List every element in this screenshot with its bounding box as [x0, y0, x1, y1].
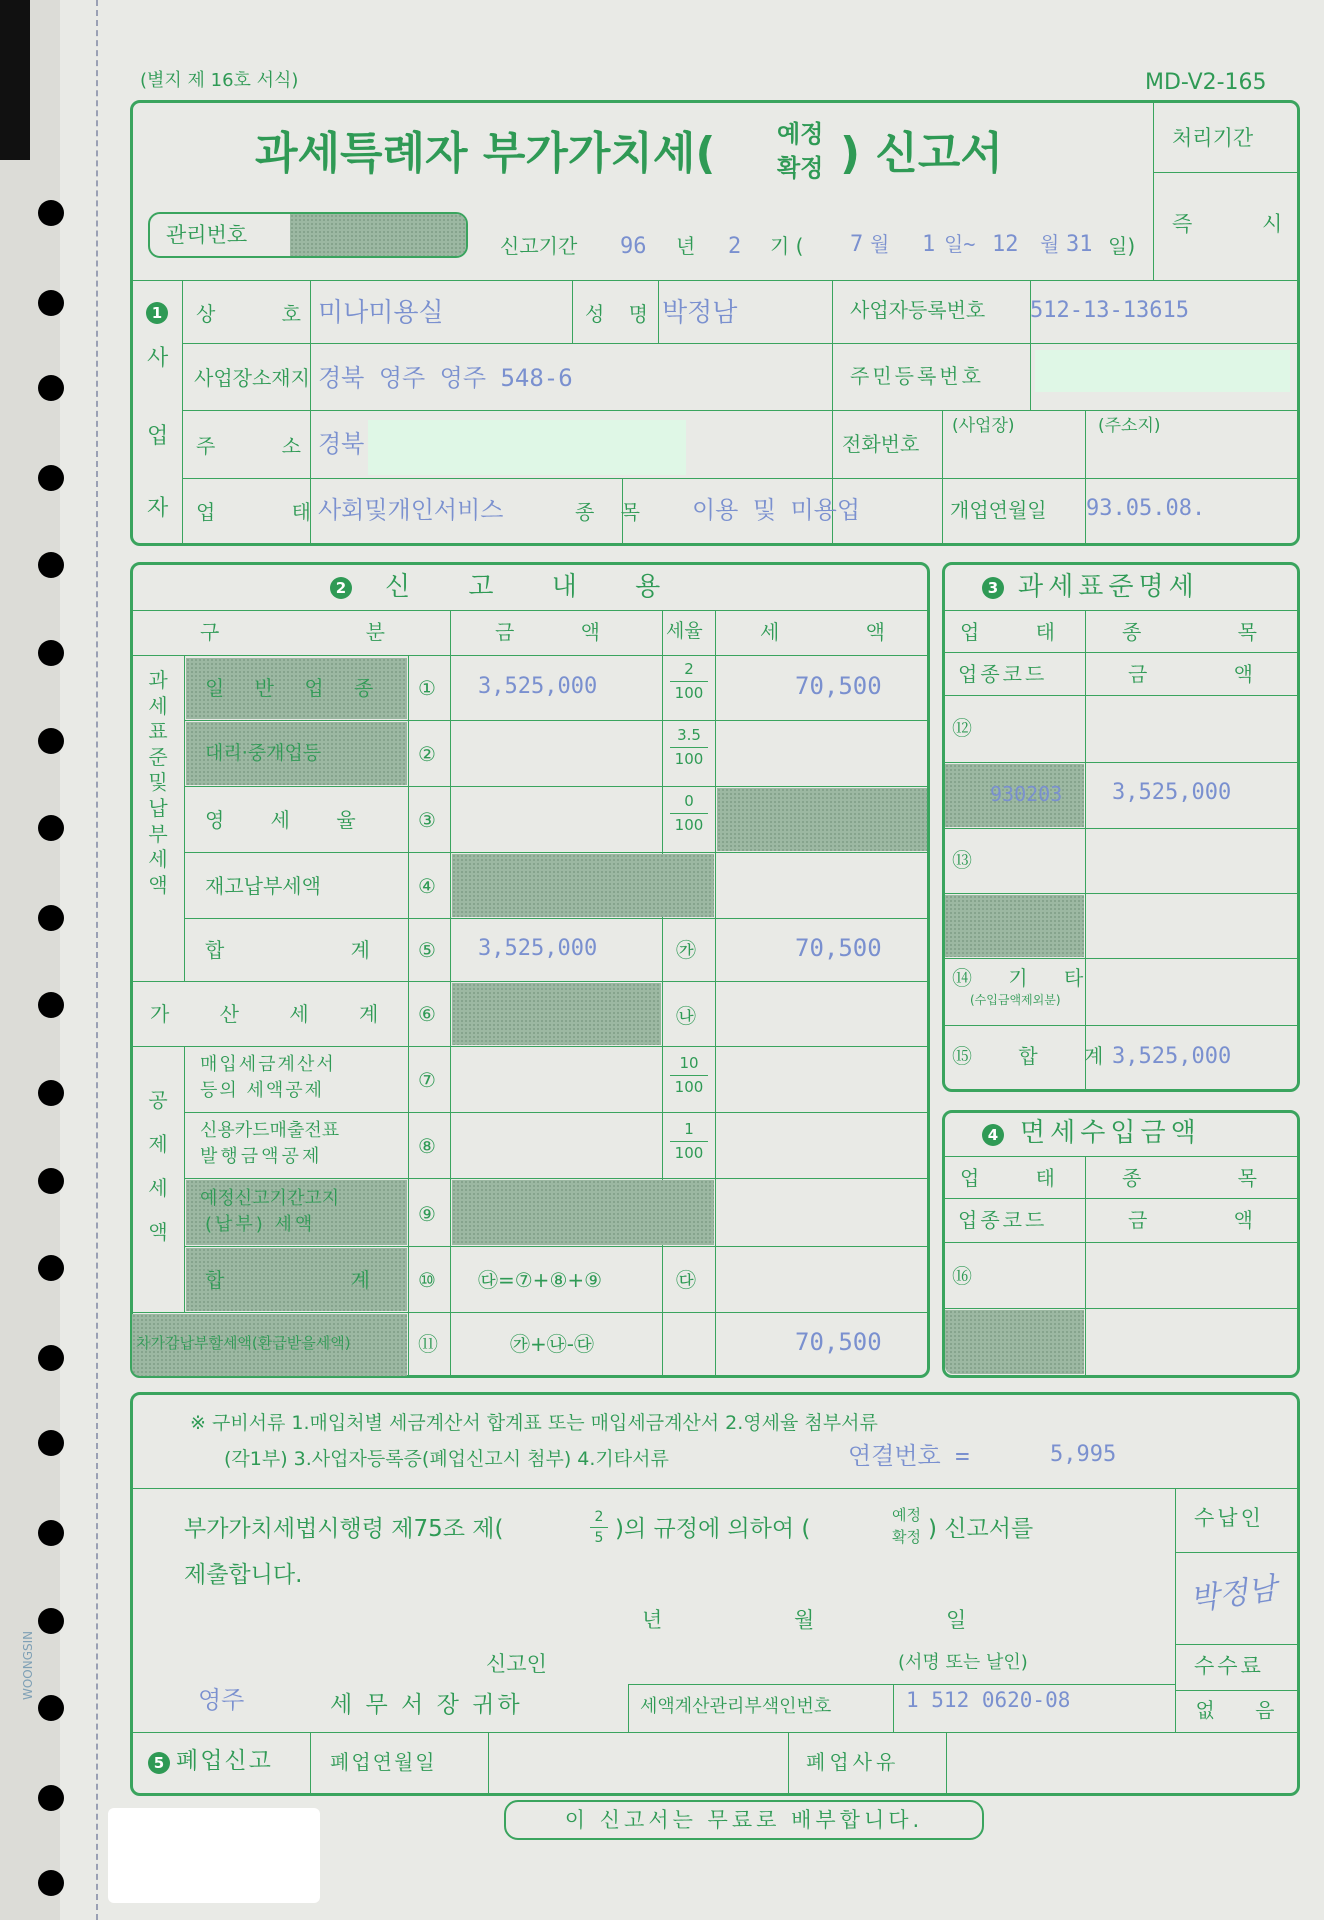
deduction-total-formula: ㉰=⑦+⑧+⑨ — [478, 1268, 603, 1292]
exempt-col-code: 업종코드 — [958, 1208, 1048, 1232]
row-1-label: 일 반 업 종 — [205, 676, 374, 700]
section-2-number: 2 — [330, 577, 352, 599]
deduction-total-rate-mark: ㉰ — [676, 1268, 696, 1292]
title-part-b: ) 신고서 — [840, 128, 1003, 179]
punch-hole — [38, 815, 64, 841]
processing-period-label: 처리기간 — [1172, 126, 1254, 150]
declaration-text-b: )의 규정에 의하여 ( — [615, 1516, 811, 1542]
tax-base-row-13: ⑬ — [952, 848, 972, 872]
punch-hole — [38, 728, 64, 754]
punch-hole — [38, 905, 64, 931]
address-value[interactable]: 경북 — [318, 430, 365, 458]
row-3-label: 영 세 율 — [205, 808, 356, 832]
row-2-no: ② — [418, 742, 436, 766]
title-part-a: 과세특례자 부가가치세( — [255, 128, 716, 179]
group-2-label: 공제세액 — [148, 1088, 168, 1244]
sign-note: (서명 또는 날인) — [898, 1652, 1028, 1673]
form-code: MD-V2-165 — [1145, 70, 1267, 95]
address-label: 주 소 — [196, 434, 301, 458]
name-value[interactable]: 박정남 — [662, 298, 738, 328]
fee-value: 없 음 — [1195, 1698, 1275, 1722]
deduction-total-label: 합 계 — [205, 1268, 370, 1292]
final-formula: ㉮+㉯-㉰ — [510, 1332, 594, 1356]
tax-office-title: 세 무 서 장 귀하 — [330, 1692, 523, 1718]
declaration-fraction: 2 5 — [588, 1510, 610, 1545]
docs-link-value[interactable]: 5,995 — [1050, 1442, 1117, 1467]
phone-biz-label: (사업장) — [952, 416, 1015, 436]
deduction-1-label-1: 매입세금계산서 — [200, 1054, 336, 1075]
col-amount: 금 액 — [495, 620, 600, 644]
report-title: 신 고 내 용 — [385, 572, 661, 602]
phone-label: 전화번호 — [842, 432, 920, 456]
mgmt-no-label: 관리번호 — [166, 223, 248, 247]
deduction-2-no: ⑧ — [418, 1134, 436, 1158]
row-5-no: ⑤ — [418, 938, 436, 962]
form-annex: (별지 제 16호 서식) — [140, 70, 299, 91]
penalty-no: ⑥ — [418, 1002, 436, 1026]
punch-hole — [38, 1430, 64, 1456]
row-1-rate: 2 100 — [664, 662, 714, 701]
name-label: 성 명 — [585, 302, 648, 326]
item-value[interactable]: 이용 및 미용업 — [692, 496, 861, 524]
row-1-amount[interactable]: 3,525,000 — [478, 674, 598, 699]
docs-link-label: 연결번호 = — [848, 1442, 970, 1470]
tax-base-row-14: ⑭ 기 타 — [952, 966, 1084, 990]
trade-name-value[interactable]: 미나미용실 — [318, 298, 444, 328]
deduction-2-label-2: 발행금액공제 — [200, 1146, 323, 1167]
resident-no-redacted — [1035, 350, 1290, 392]
punch-hole — [38, 465, 64, 491]
closure-date-label: 폐업연월일 — [330, 1750, 437, 1774]
tax-base-amount[interactable]: 3,525,000 — [1112, 780, 1232, 805]
tax-base-col-type: 업 태 — [960, 620, 1055, 644]
declaration-text-2: 제출합니다. — [184, 1562, 303, 1588]
declaration-hwakjeong: 확정 — [892, 1528, 921, 1546]
reg-no-value[interactable]: 512-13-13615 — [1030, 298, 1189, 323]
date-month: 월 — [794, 1608, 815, 1632]
period-month-unit-2: 월 — [1040, 232, 1060, 256]
exempt-col-amount: 금 액 — [1128, 1208, 1253, 1232]
closure-reason-label: 폐업사유 — [806, 1750, 900, 1774]
row-4-label: 재고납부세액 — [205, 874, 321, 898]
col-category: 구 분 — [200, 620, 385, 644]
open-date-value[interactable]: 93.05.08. — [1086, 496, 1206, 521]
closure-label: 폐업신고 — [176, 1748, 273, 1774]
processing-period-value2: 시 — [1262, 212, 1283, 236]
tax-office-name[interactable]: 영주 — [198, 1686, 245, 1714]
final-tax[interactable]: 70,500 — [795, 1328, 882, 1356]
penalty-label: 가 산 세 계 — [150, 1002, 379, 1026]
tax-base-row-15: ⑮ 합 계 — [952, 1044, 1104, 1068]
period-start-month: 7 — [850, 232, 864, 257]
address-redacted — [368, 420, 686, 475]
punch-hole — [38, 1520, 64, 1546]
trade-name-label: 상 호 — [196, 302, 301, 326]
punch-hole — [38, 1345, 64, 1371]
punch-hole — [38, 200, 64, 226]
agent-index-value[interactable]: 1 512 0620-08 — [906, 1688, 1071, 1712]
period-term: 2 — [728, 234, 742, 259]
docs-line-2: (각1부) 3.사업자등록증(폐업신고시 첨부) 4.기타서류 — [224, 1448, 669, 1470]
deduction-1-rate: 10 100 — [664, 1056, 714, 1095]
exempt-col-item: 종 목 — [1122, 1166, 1257, 1190]
section-1-char-3: 자 — [147, 496, 169, 521]
docs-line-1: ※ 구비서류 1.매입처별 세금계산서 합계표 또는 매입세금계산서 2.영세율 첨부서류 — [190, 1412, 878, 1434]
punch-hole — [38, 1870, 64, 1896]
punch-hole — [38, 1080, 64, 1106]
row-5-amount[interactable]: 3,525,000 — [478, 936, 598, 961]
tax-base-col-amount: 금 액 — [1128, 662, 1253, 686]
punch-hole — [38, 1255, 64, 1281]
redacted-label — [108, 1808, 320, 1903]
tax-base-total[interactable]: 3,525,000 — [1112, 1044, 1232, 1069]
deduction-3-label-1: 예정신고기간고지 — [200, 1188, 340, 1209]
period-unit-year: 년 — [676, 234, 696, 258]
title-hwakjeong: 확정 — [777, 154, 824, 182]
tax-base-col-item: 종 목 — [1122, 620, 1257, 644]
final-no: ⑪ — [418, 1332, 438, 1356]
period-unit-term: 기 ( — [770, 234, 804, 258]
section-1-number: 1 — [146, 302, 168, 324]
period-day-unit: 일~ — [944, 232, 976, 256]
row-5-label: 합 계 — [205, 938, 370, 962]
processing-period-value: 즉 — [1172, 212, 1193, 236]
row-3-no: ③ — [418, 808, 436, 832]
row-4-no: ④ — [418, 874, 436, 898]
punch-hole — [38, 1785, 64, 1811]
title-yejeong: 예정 — [777, 120, 824, 148]
section-1-char-2: 업 — [147, 424, 169, 449]
phone-home-label: (주소지) — [1098, 416, 1161, 436]
item-label: 종 목 — [575, 500, 640, 524]
declaration-text-a: 부가가치세법시행령 제75조 제( — [184, 1516, 504, 1542]
deduction-2-rate: 1 100 — [664, 1122, 714, 1161]
deduction-2-label-1: 신용카드매출전표 — [200, 1120, 340, 1141]
exempt-row-16: ⑯ — [952, 1264, 972, 1288]
tax-base-row-14-sub: (수입금액제외분) — [970, 993, 1061, 1007]
row-1-no: ① — [418, 676, 436, 700]
group-1-label: 과세표준및납부세액 — [148, 668, 168, 897]
col-rate: 세율 — [666, 620, 703, 642]
period-year: 96 — [620, 234, 647, 259]
row-2-rate: 3.5 100 — [664, 728, 714, 767]
resident-no-label: 주민등록번호 — [850, 364, 984, 388]
punch-hole — [38, 640, 64, 666]
section-5-number: 5 — [148, 1752, 170, 1774]
exempt-title: 면세수입금액 — [1020, 1118, 1201, 1148]
period-start-day: 1 — [922, 232, 936, 257]
deduction-3-no: ⑨ — [418, 1202, 436, 1226]
period-close: 일) — [1108, 234, 1136, 258]
tax-base-code[interactable]: 930203 — [990, 782, 1063, 806]
col-tax: 세 액 — [760, 620, 885, 644]
business-type-label: 업 태 — [196, 500, 311, 524]
agent-index-label: 세액계산관리부색인번호 — [640, 1696, 832, 1717]
receiver-label: 수납인 — [1194, 1506, 1264, 1530]
section-1-char-1: 사 — [147, 346, 169, 371]
period-end-day: 31 — [1066, 232, 1093, 257]
deduction-total-no: ⑩ — [418, 1268, 436, 1292]
final-label: 차가감납부할세액(환급받을세액) — [136, 1334, 351, 1352]
side-text: WOONGSIN — [21, 1630, 35, 1700]
date-day: 일 — [946, 1608, 967, 1632]
footer-note: 이 신고서는 무료로 배부합니다. — [564, 1808, 924, 1832]
punch-hole — [38, 552, 64, 578]
period-end-month: 12 — [992, 232, 1019, 257]
location-value[interactable]: 경북 영주 영주 548-6 — [318, 364, 573, 392]
period-label: 신고기간 — [500, 234, 578, 258]
declaration-text-c: ) 신고서를 — [928, 1516, 1034, 1542]
tax-base-title: 과세표준명세 — [1018, 572, 1199, 602]
punch-hole — [38, 1608, 64, 1634]
section-4-number: 4 — [982, 1124, 1004, 1146]
perforation-line — [96, 0, 98, 1920]
reg-no-label: 사업자등록번호 — [850, 298, 986, 322]
punch-hole — [38, 375, 64, 401]
tax-base-row-12: ⑫ — [952, 716, 972, 740]
deduction-3-label-2: (납부) 세액 — [205, 1214, 316, 1235]
declaration-yejeong: 예정 — [892, 1506, 921, 1524]
receiver-sign: 박정남 — [1187, 1571, 1279, 1618]
exempt-col-type: 업 태 — [960, 1166, 1055, 1190]
open-date-label: 개업연월일 — [950, 498, 1047, 522]
punch-hole — [38, 290, 64, 316]
fee-label: 수수료 — [1194, 1654, 1264, 1678]
punch-hole — [38, 1695, 64, 1721]
declarant-label: 신고인 — [486, 1652, 547, 1676]
period-month-unit: 월 — [870, 232, 890, 256]
date-year: 년 — [642, 1608, 663, 1632]
row-5-tax[interactable]: 70,500 — [795, 934, 882, 962]
deduction-1-no: ⑦ — [418, 1068, 436, 1092]
punch-hole — [38, 992, 64, 1018]
row-3-rate: 0 100 — [664, 794, 714, 833]
deduction-1-label-2: 등의 세액공제 — [200, 1080, 325, 1101]
business-type-value[interactable]: 사회및개인서비스 — [318, 496, 504, 524]
penalty-rate-mark: ㉯ — [676, 1004, 696, 1028]
shadow-corner — [0, 0, 30, 160]
punch-hole — [38, 1168, 64, 1194]
row-2-label: 대리·중개업등 — [205, 742, 322, 764]
location-label: 사업장소재지 — [194, 366, 310, 390]
section-3-number: 3 — [982, 577, 1004, 599]
mgmt-no-field[interactable] — [290, 214, 466, 256]
row-5-rate-mark: ㉮ — [676, 938, 696, 962]
tax-base-col-code: 업종코드 — [958, 662, 1048, 686]
row-1-tax[interactable]: 70,500 — [795, 672, 882, 700]
